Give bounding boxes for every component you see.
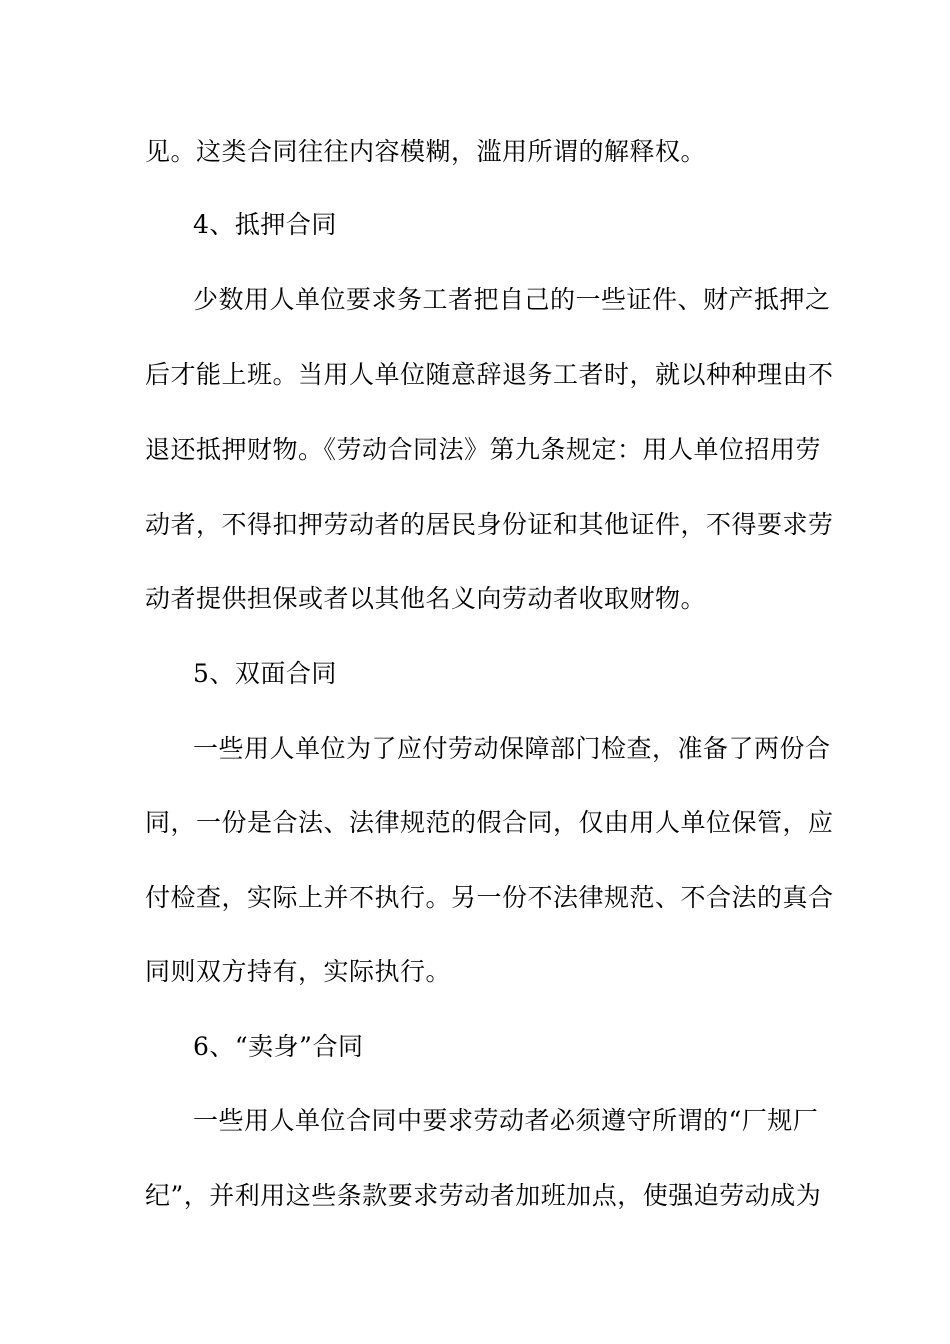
paragraph-line: 后才能上班。当用人单位随意辞退务工者时，就以种种理由不 xyxy=(145,360,834,389)
paragraph-line: 纪”，并利用这些条款要求劳动者加班加点，使强迫劳动成为 xyxy=(145,1181,822,1210)
section-heading-mortgage-contract: 4、抵押合同 xyxy=(193,210,337,239)
paragraph-line: 见。这类合同往往内容模糊，滥用所谓的解释权。 xyxy=(145,137,707,166)
paragraph-line: 动者，不得扣押劳动者的居民身份证和其他证件，不得要求劳 xyxy=(145,510,834,539)
section-heading-indenture-contract: 6、“卖身”合同 xyxy=(193,1032,364,1061)
paragraph-line: 同，一份是合法、法律规范的假合同，仅由用人单位保管，应 xyxy=(145,808,834,837)
paragraph-line: 一些用人单位合同中要求劳动者必须遵守所谓的“厂规厂 xyxy=(193,1106,819,1135)
paragraph-line: 付检查，实际上并不执行。另一份不法律规范、不合法的真合 xyxy=(145,883,834,912)
paragraph-line: 退还抵押财物。《劳动合同法》第九条规定：用人单位招用劳 xyxy=(145,435,822,464)
section-heading-double-contract: 5、双面合同 xyxy=(193,659,337,688)
paragraph-line: 一些用人单位为了应付劳动保障部门检查，准备了两份合 xyxy=(193,734,831,763)
paragraph-line: 同则双方持有，实际执行。 xyxy=(145,957,452,986)
paragraph-line: 少数用人单位要求务工者把自己的一些证件、财产抵押之 xyxy=(193,285,831,314)
paragraph-line: 动者提供担保或者以其他名义向劳动者收取财物。 xyxy=(145,584,707,613)
